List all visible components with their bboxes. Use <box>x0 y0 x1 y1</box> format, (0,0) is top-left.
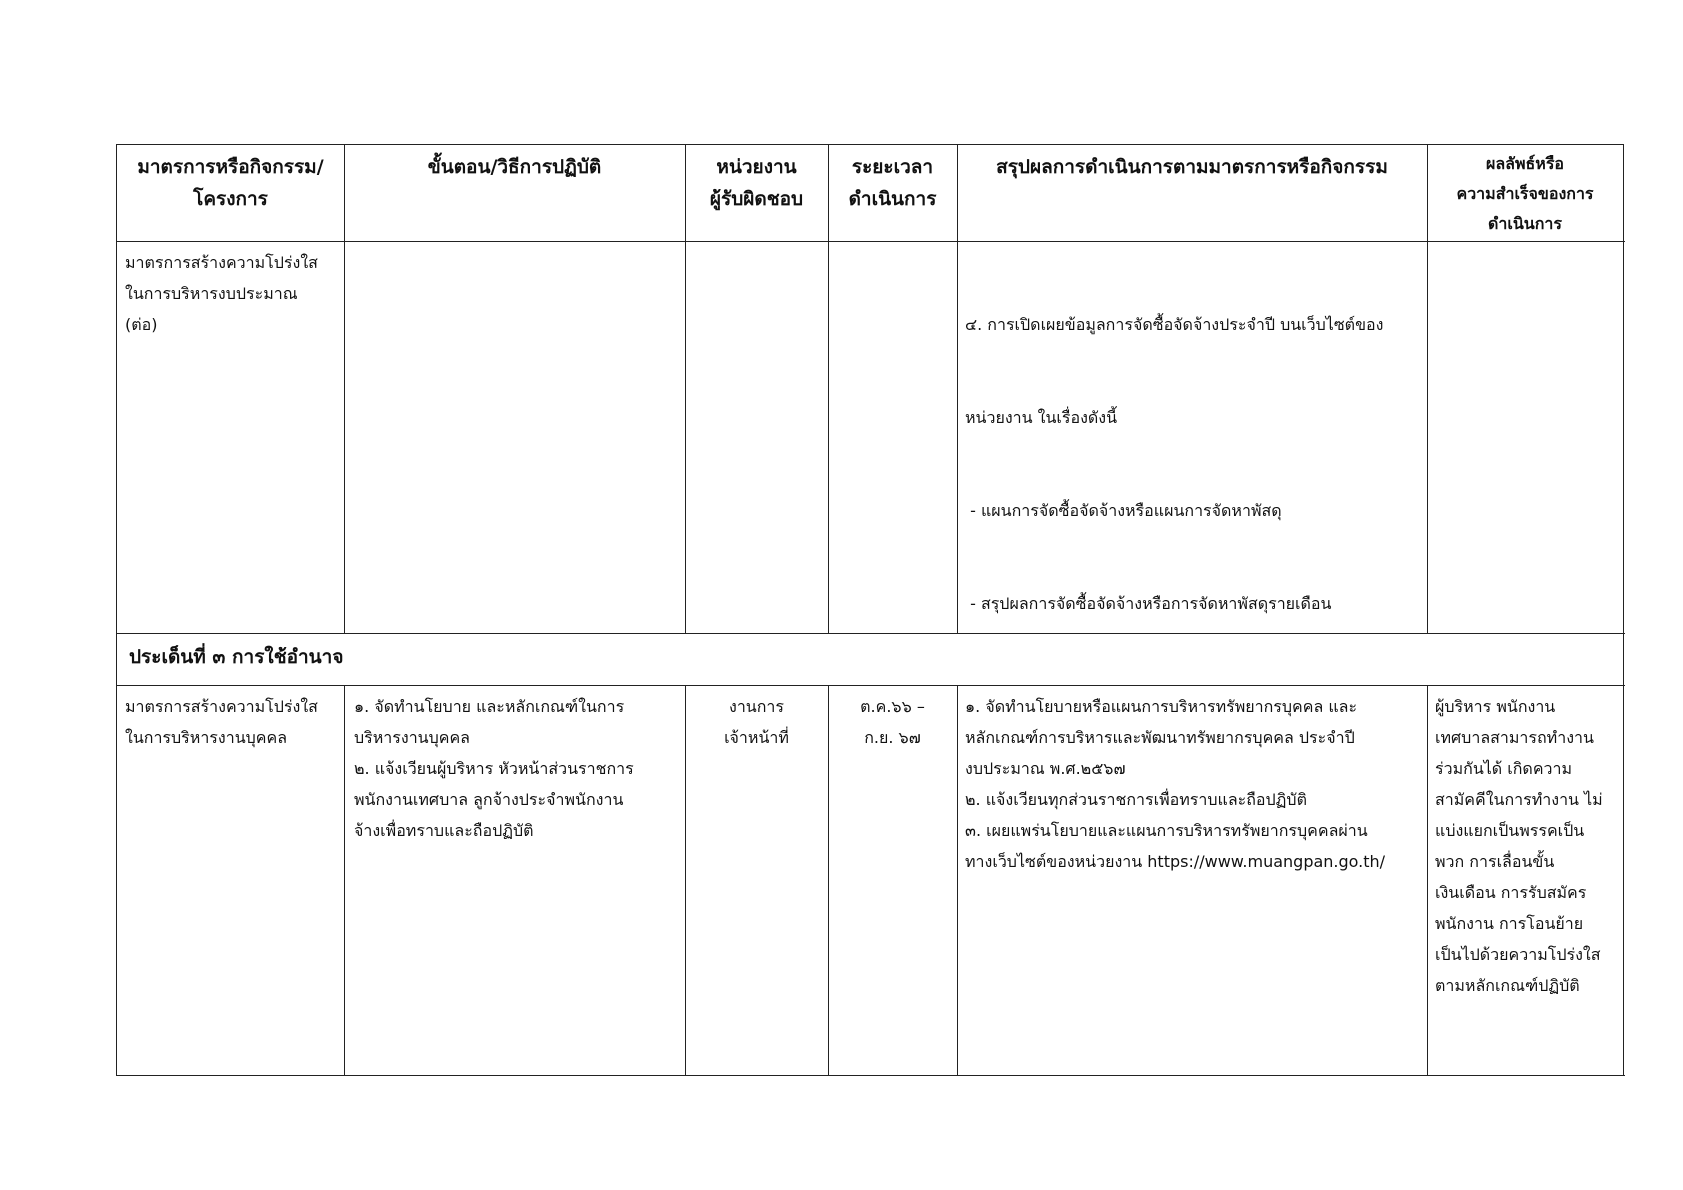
header-unit: หน่วยงาน ผู้รับผิดชอบ <box>709 156 804 210</box>
action-plan-table <box>116 144 1624 1076</box>
header-summary: สรุปผลการดำเนินการตามมาตรการหรือกิจกรรม <box>996 156 1388 178</box>
row1-summary: ๔. การเปิดเผยข้อมูลการจัดซื้อจัดจ้างประจำปี บนเว็บไซต์ของ หน่วยงาน ในเรื่องดังนี้ - แผนการจัดซื้อจัดจ้างหรือแผนการจัดหาพัสดุ - สรุปผลการจัดซื้อจัดจ้างหรือการจัดหาพัสดุรายเดือน <box>965 315 1384 613</box>
section-title: ประเด็นที่ ๓ การใช้อำนาจ <box>129 646 344 668</box>
header-period: ระยะเวลา ดำเนินการ <box>848 156 937 210</box>
header-steps: ขั้นตอน/วิธีการปฏิบัติ <box>427 156 602 178</box>
row2-steps: ๑. จัดทำนโยบาย และหลักเกณฑ์ในการ บริหารงานบุคคล ๒. แจ้งเวียนผู้บริหาร หัวหน้าส่วนราชการ พนักงานเทศบาล ลูกจ้างประจำพนักงาน จ้างเพื่อทราบและถือปฏิบัติ <box>354 697 634 840</box>
right-border-a <box>1623 145 1624 685</box>
header-measure: มาตรการหรือกิจกรรม/ โครงการ <box>137 156 324 210</box>
row2-unit: งานการ เจ้าหน้าที่ <box>724 697 789 747</box>
row2-result: ผู้บริหาร พนักงาน เทศบาลสามารถทำงาน ร่วมกันได้ เกิดความ สามัคคีในการทำงาน ไม่ แบ่งแยกเป็นพรรคเป็น พวก การเลื่อนขั้น เงินเดือน การรับสมัคร พนักงาน การโอนย้าย เป็นไปด้วยความโปร่งใส ตามหลักเกณฑ์ปฏิบัติ <box>1435 697 1603 995</box>
row1-measure: มาตรการสร้างความโปร่งใส ในการบริหารงบประมาณ (ต่อ) <box>125 253 318 334</box>
header-result: ผลลัพธ์หรือ ความสำเร็จของการ ดำเนินการ <box>1456 154 1594 233</box>
row2-period: ต.ค.๖๖ – ก.ย. ๖๗ <box>860 697 925 747</box>
right-border-b <box>1623 685 1624 1075</box>
table-bottom-rule <box>117 1075 1625 1076</box>
row2-summary: ๑. จัดทำนโยบายหรือแผนการบริหารทรัพยากรบุคคล และ หลักเกณฑ์การบริหารและพัฒนาทรัพยากรบุคคล ประจำปี งบประมาณ พ.ศ.๒๕๖๗ ๒. แจ้งเวียนทุกส่วนราชการเพื่อทราบและถือปฏิบัติ ๓. เผยแพร่นโยบายและแผนการบริหารทรัพยากรบุคคลผ่าน ทางเว็บไซต์ของหน่วยงาน https://www.muangpan.go.th/ <box>965 697 1386 871</box>
row2-measure: มาตรการสร้างความโปร่งใส ในการบริหารงานบุคคล <box>125 697 318 747</box>
